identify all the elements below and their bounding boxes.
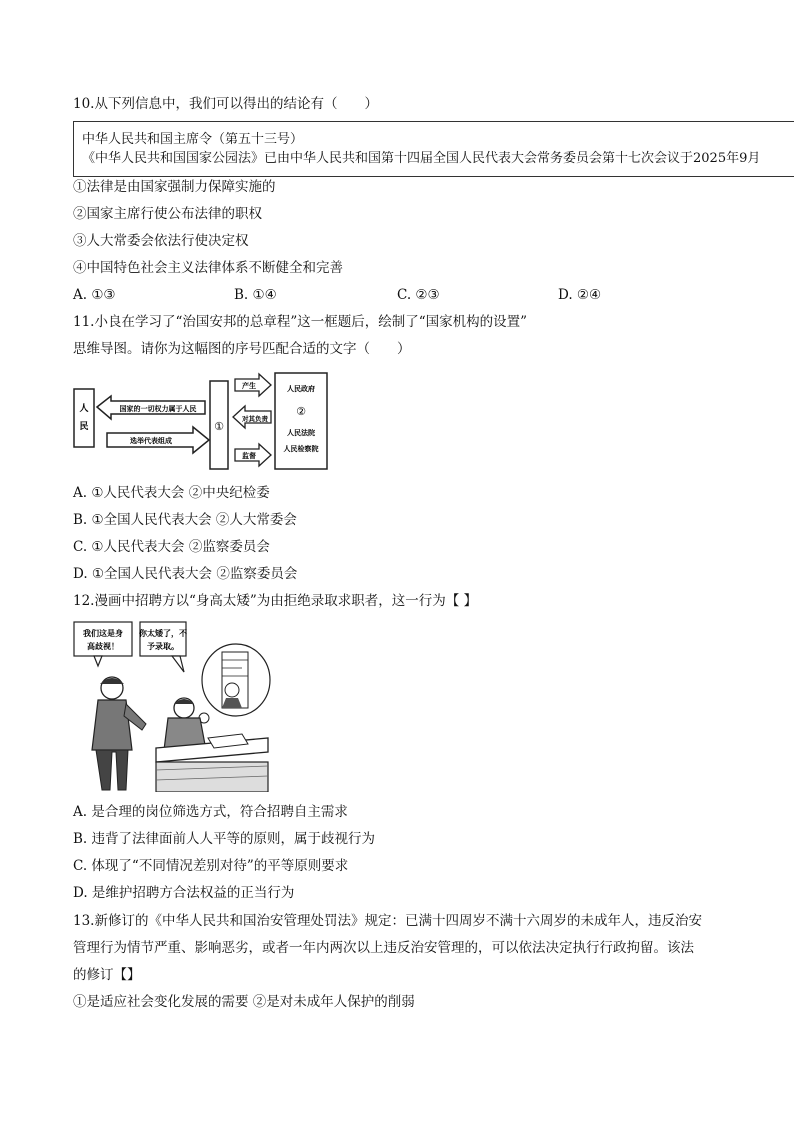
q13-line2: 管理行为情节严重、影响恶劣，或者一年内两次以上违反治安管理的，可以依法决定执行行政拘留。该法 bbox=[73, 940, 694, 956]
q11-stem-line2: 思维导图。请你为这幅图的序号匹配合适的文字（ ） bbox=[73, 341, 411, 357]
state-organs-diagram bbox=[73, 371, 329, 473]
q12-option-c[interactable]: C. 体现了“不同情况差别对待”的平等原则要求 bbox=[73, 858, 349, 874]
court-label: 人民法院 bbox=[287, 429, 315, 437]
organ-2-label: ② bbox=[296, 405, 306, 418]
people-box bbox=[74, 389, 94, 447]
q13-line4: ①是适应社会变化发展的需要 ②是对未成年人保护的削弱 bbox=[73, 994, 415, 1010]
q11-option-c[interactable]: C. ①人民代表大会 ②监察委员会 bbox=[73, 539, 270, 555]
q12-stem: 12.漫画中招聘方以“身高太矮”为由拒绝录取求职者，这一行为【 】 bbox=[73, 593, 478, 609]
q12-option-a[interactable]: A. 是合理的岗位筛选方式，符合招聘自主需求 bbox=[73, 804, 348, 820]
q10-statement-1: ①法律是由国家强制力保障实施的 bbox=[73, 179, 276, 195]
q10-statement-3: ③人大常委会依法行使决定权 bbox=[73, 233, 249, 249]
q10-statement-2: ②国家主席行使公布法律的职权 bbox=[73, 206, 262, 222]
height-discrimination-cartoon bbox=[72, 620, 272, 792]
bubble-right-text-2: 予录取。 bbox=[147, 642, 179, 651]
q10-option-d[interactable]: D. ②④ bbox=[558, 287, 602, 303]
gov-label: 人民政府 bbox=[287, 385, 315, 393]
q10-option-b[interactable]: B. ①④ bbox=[234, 287, 277, 303]
q11-option-a[interactable]: A. ①人民代表大会 ②中央纪检委 bbox=[73, 485, 270, 501]
q10-stem: 10.从下列信息中，我们可以得出的结论有（ ） bbox=[73, 96, 378, 112]
q10-statement-4: ④中国特色社会主义法律体系不断健全和完善 bbox=[73, 260, 343, 276]
organ-1-label: ① bbox=[214, 420, 224, 433]
q10-info-box bbox=[73, 121, 794, 177]
q10-box-line2: 《中华人民共和国国家公园法》已由中华人民共和国第十四届全国人民代表大会常务委员会第十七次会议于2025年9月 bbox=[82, 151, 761, 166]
responsible-label: 对其负责 bbox=[242, 415, 268, 423]
q10-box-line1: 中华人民共和国主席令（第五十三号） bbox=[82, 132, 304, 147]
people-label-2: 民 bbox=[79, 422, 89, 432]
q10-option-a[interactable]: A. ①③ bbox=[73, 287, 116, 303]
power-arrow-label: 国家的一切权力属于人民 bbox=[119, 405, 197, 413]
q11-option-b[interactable]: B. ①全国人民代表大会 ②人大常委会 bbox=[73, 512, 297, 528]
bubble-left-text-2: 高歧视！ bbox=[87, 642, 119, 651]
supervise-label: 监督 bbox=[242, 452, 256, 460]
bubble-right-text-1: 你太矮了，不 bbox=[139, 629, 187, 638]
q13-line1: 13.新修订的《中华人民共和国治安管理处罚法》规定：已满十四周岁不满十六周岁的未成年人，违反治安 bbox=[73, 913, 702, 929]
small-head bbox=[225, 683, 239, 697]
elect-arrow-label: 选举代表组成 bbox=[130, 437, 172, 445]
q11-stem-line1: 11.小良在学习了“治国安邦的总章程”这一框题后，绘制了“国家机构的设置” bbox=[73, 314, 528, 330]
q12-option-d[interactable]: D. 是维护招聘方合法权益的正当行为 bbox=[73, 885, 295, 901]
produce-label: 产生 bbox=[242, 382, 256, 390]
procuratorate-label: 人民检察院 bbox=[283, 445, 319, 453]
q11-option-d[interactable]: D. ①全国人民代表大会 ②监察委员会 bbox=[73, 566, 298, 582]
q10-option-c[interactable]: C. ②③ bbox=[397, 287, 440, 303]
q13-line3: 的修订【】 bbox=[73, 967, 141, 983]
bubble-left-text-1: 我们这是身 bbox=[83, 629, 123, 638]
q12-option-b[interactable]: B. 违背了法律面前人人平等的原则，属于歧视行为 bbox=[73, 831, 376, 847]
people-label-1: 人 bbox=[79, 404, 89, 414]
